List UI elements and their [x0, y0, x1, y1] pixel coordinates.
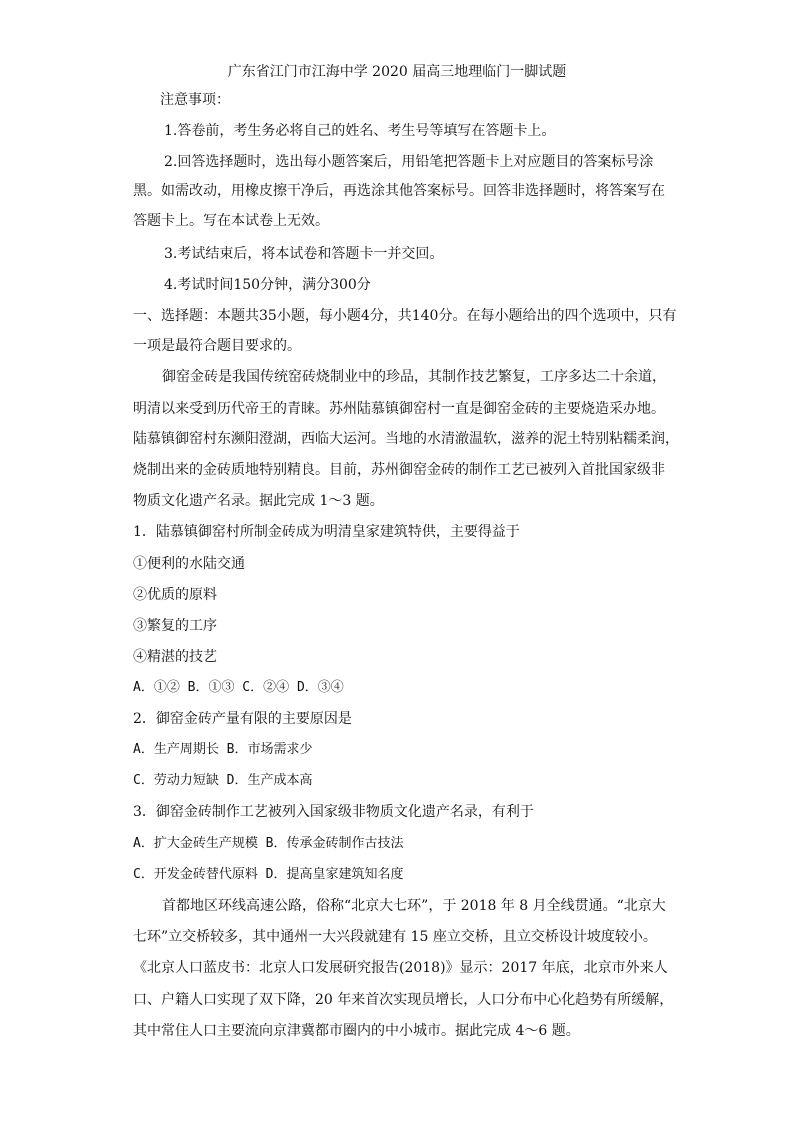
question-options: A．扩大金砖生产规模 B．传承金砖制作古技法 — [133, 836, 404, 851]
passage-line: 明清以来受到历代帝王的青睐。苏州陆慕镇御窑村一直是御窑金砖的主要烧造采办地。 — [133, 401, 665, 417]
question-item: ③繁复的工序 — [133, 618, 217, 634]
question-stem: 3．御窑金砖制作工艺被列入国家级非物质文化遗产名录，有利于 — [133, 804, 534, 820]
passage-line: 物质文化遗产名录。据此完成 1～3 题。 — [133, 493, 384, 509]
question-item: ④精湛的技艺 — [133, 649, 217, 665]
passage-line: 《北京人口蓝皮书：北京人口发展研究报告(2018)》显示：2017 年底，北京市外来人 — [133, 960, 668, 976]
passage-line: 陆慕镇御窑村东濒阳澄湖，西临大运河。当地的水清澈温软，滋养的泥土特别粘糯柔润， — [133, 431, 679, 447]
passage-line: 七环”立交桥较多，其中通州一大兴段就建有 15 座立交桥，且立交桥设计坡度较小。 — [133, 929, 657, 945]
question-options: A．生产周期长 B．市场需求少 — [133, 742, 313, 757]
question-item: ①便利的水陆交通 — [133, 556, 245, 572]
passage-line: 口、户籍人口实现了双下降，20 年来首次实现员增长，人口分布中心化趋势有所缓解， — [133, 992, 674, 1008]
question-item: ②优质的原料 — [133, 587, 217, 603]
passage-line: 其中常住人口主要流向京津冀都市圈内的中小城市。据此完成 4～6 题。 — [133, 1023, 580, 1039]
passage-line: 御窑金砖是我国传统窑砖烧制业中的珍品，其制作技艺繁复，工序多达二十余道， — [162, 369, 666, 385]
notice-heading: 注意事项： — [160, 92, 230, 108]
notice-item: 2.回答选择题时，选出每小题答案后，用铅笔把答题卡上对应题目的答案标号涂 — [164, 154, 654, 170]
notice-item: 3.考试结束后，将本试卷和答题卡一并交回。 — [164, 246, 444, 262]
question-stem: 1．陆慕镇御窑村所制金砖成为明清皇家建筑特供，主要得益于 — [133, 524, 520, 540]
section-heading: 一项是最符合题目要求的。 — [133, 338, 301, 354]
question-options: C．劳动力短缺 D．生产成本高 — [133, 773, 313, 788]
question-options: C．开发金砖替代原料 D．提高皇家建筑知名度 — [133, 867, 404, 882]
notice-item: 黑。如需改动，用橡皮擦干净后，再选涂其他答案标号。回答非选择题时，将答案写在 — [133, 183, 665, 199]
passage-line: 首都地区环线高速公路，俗称“北京大七环”，于 2018 年 8 月全线贯通。“北京大 — [162, 898, 666, 914]
question-stem: 2．御窑金砖产量有限的主要原因是 — [133, 711, 352, 727]
notice-item: 4.考试时间150分钟，满分300分 — [164, 277, 371, 293]
page-title: 广东省江门市江海中学 2020 届高三地理临门一脚试题 — [227, 64, 567, 80]
section-heading: 一、选择题：本题共35小题，每小题4分，共140分。在每小题给出的四个选项中，只有 — [133, 308, 677, 324]
question-options: A．①② B．①③ C．②④ D．③④ — [133, 680, 344, 695]
notice-item: 答题卡上。写在本试卷上无效。 — [133, 213, 329, 229]
notice-item: 1.答卷前，考生务必将自己的姓名、考生号等填写在答题卡上。 — [164, 123, 556, 139]
passage-line: 烧制出来的金砖质地特别精良。目前，苏州御窑金砖的制作工艺已被列入首批国家级非 — [133, 462, 665, 478]
